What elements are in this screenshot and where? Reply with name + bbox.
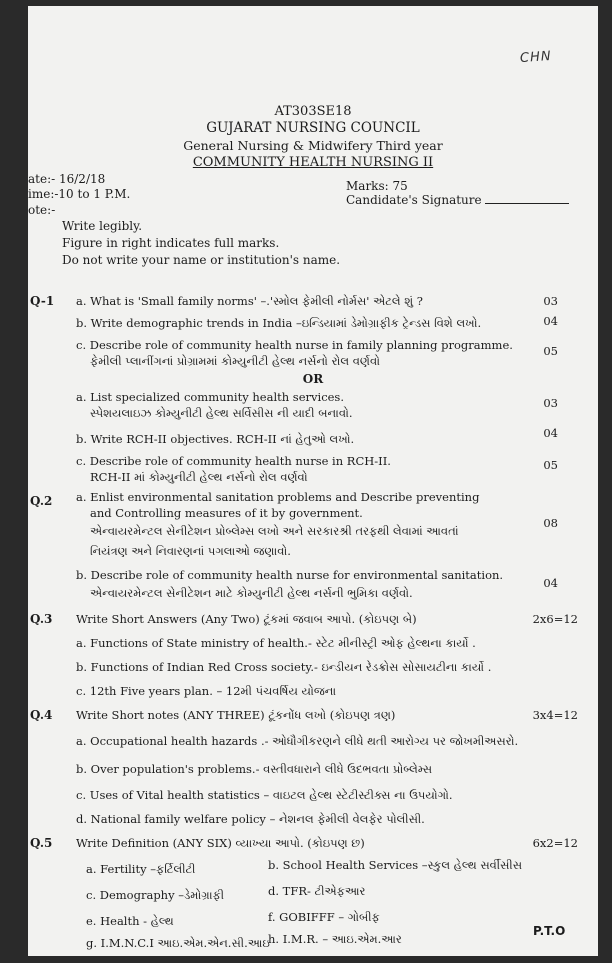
question-marks: 3x4=12 xyxy=(532,708,578,722)
instruction: Do not write your name or institution's name. xyxy=(62,253,341,267)
question-marks: 6x2=12 xyxy=(532,836,578,850)
item-marks: 08 xyxy=(543,516,558,530)
definition-item: g. I.M.N.C.I આઇ.એમ.એન.સી.આઇ xyxy=(86,936,270,950)
question-item-gujarati: RCH-II માં કોમ્યુનીટી હેલ્થ નર્સનો રોલ વર્ણવો xyxy=(90,470,308,484)
item-marks: 05 xyxy=(543,458,558,472)
item-marks: 04 xyxy=(543,314,558,328)
instruction: Figure in right indicates full marks. xyxy=(62,236,280,250)
question-item-gujarati: સ્પેશયલાઇઝ કોમ્યુનીટી હેલ્થ સર્વિસીસ ની યાદી બનાવો. xyxy=(90,406,353,420)
question-title: Write Short notes (ANY THREE) ટૂંકનોંધ લખો (કોઇપણ ત્રણ) xyxy=(76,708,396,722)
item-marks: 03 xyxy=(543,396,558,410)
subject-title: COMMUNITY HEALTH NURSING II xyxy=(192,155,434,170)
question-number: Q.3 xyxy=(30,612,53,626)
item-marks: 05 xyxy=(543,344,558,358)
definition-item: e. Health - હેલ્થ xyxy=(86,914,174,928)
question-marks: 2x6=12 xyxy=(532,612,578,626)
pto-label: P.T.O xyxy=(533,924,566,938)
question-item: a. Occupational health hazards .- ઓધૌગીકરણને લીધે થતી આરોગ્ય પર જોખમીઅસરો. xyxy=(76,734,519,748)
course-name: General Nursing & Midwifery Third year xyxy=(183,138,443,153)
question-item: b. Functions of Indian Red Cross society.- ઇન્ડીયન રેડક્રોસ સોસાયટીના કાર્યો . xyxy=(76,660,492,674)
signature-label: Candidate's Signature xyxy=(346,193,482,207)
signature-line xyxy=(485,203,569,204)
candidate-signature xyxy=(346,193,569,207)
question-item: d. National family welfare policy – નેશનલ ફેમીલી વેલફેર પોલીસી. xyxy=(76,812,425,826)
definition-item: b. School Health Services –સ્કુલ હેલ્થ સર્વીસીસ xyxy=(268,858,523,872)
paper-code: AT303SE18 xyxy=(274,104,352,119)
definition-item: c. Demography –ડેમોગ્રાફી xyxy=(86,888,225,902)
item-marks: 04 xyxy=(543,576,558,590)
question-item: c. Describe role of community health nurse in RCH-II. xyxy=(76,454,391,468)
question-item-gujarati: એન્વાયરમેન્ટલ સેનીટેશન પ્રોબ્લેમ્સ લખો અને સરકારશ્રી તરફથી લેવામાં આવતાં xyxy=(90,524,459,538)
exam-paper xyxy=(28,6,598,956)
question-item-gujarati: નિયંત્રણ અને નિવારણનાં પગલાઓ જણાવો. xyxy=(90,544,291,558)
question-item-gujarati: એન્વાયરમેન્ટલ સેનીટેશન માટે કોમ્યુનીટી હેલ્થ નર્સની ભુમિકા વર્ણવો. xyxy=(90,586,413,600)
question-item: c. Uses of Vital health statistics – વાઇટલ હેલ્થ સ્ટેટીસ્ટીક્સ ના ઉપયોગો. xyxy=(76,788,453,802)
question-item: c. 12th Five years plan. – 12મી પંચવર્ષિય યોજના xyxy=(76,684,337,698)
question-item: a. Enlist environmental sanitation problems and Describe preventing xyxy=(76,490,480,504)
item-marks: 04 xyxy=(543,426,558,440)
total-marks: Marks: 75 xyxy=(346,179,408,193)
definition-item: a. Fertility –ફર્ટિલીટી xyxy=(86,862,196,876)
definition-item: d. TFR- ટીએફઆર xyxy=(268,884,366,898)
question-title: Write Definition (ANY SIX) વ્યાખ્યા આપો. (કોઇપણ છ) xyxy=(76,836,365,850)
question-title: Write Short Answers (Any Two) ટૂંકમાં જવાબ આપો. (કોઇપણ બે) xyxy=(76,612,417,626)
question-item: b. Over population's problems.- વસ્તીવધારાને લીધે ઉદભવતા પ્રોબ્લેમ્સ xyxy=(76,762,433,776)
exam-time: ime:-10 to 1 P.M. xyxy=(28,187,131,201)
question-number: Q-1 xyxy=(30,294,55,308)
question-number: Q.4 xyxy=(30,708,53,722)
note-label: ote:- xyxy=(28,203,56,217)
or-divider: OR xyxy=(302,372,324,386)
question-item: b. Describe role of community health nurse for environmental sanitation. xyxy=(76,568,504,582)
question-item: a. Functions of State ministry of health.- સ્ટેટ મીનીસ્ટ્રી ઓફ હેલ્થના કાર્યો . xyxy=(76,636,476,650)
question-item: b. Write demographic trends in India –ઇન્ડિયામાં ડેમોગ્રાફીક ટ્રેન્ડસ વિશે લખો. xyxy=(76,316,482,330)
handwritten-note: CHN xyxy=(519,48,553,67)
item-marks: 03 xyxy=(543,294,558,308)
council-name: GUJARAT NURSING COUNCIL xyxy=(206,120,420,136)
question-item: and Controlling measures of it by government. xyxy=(90,506,363,520)
question-number: Q.5 xyxy=(30,836,53,850)
question-item: a. List specialized community health services. xyxy=(76,390,344,404)
instruction: Write legibly. xyxy=(62,219,143,233)
question-item: b. Write RCH-II objectives. RCH-II નાં હેતુઓ લખો. xyxy=(76,432,355,446)
question-item-gujarati: ફેમીલી પ્લાનીંગનાં પ્રોગ્રામમાં કોમ્યુનીટી હેલ્થ નર્સનો રોલ વર્ણવો xyxy=(90,354,380,368)
definition-item: h. I.M.R. – આઇ.એમ.આર xyxy=(268,932,402,946)
question-number: Q.2 xyxy=(30,494,53,508)
question-item: c. Describe role of community health nurse in family planning programme. xyxy=(76,338,513,352)
question-item: a. What is 'Small family norms' –.'સ્મોલ ફેમીલી નોર્મસ' એટલે શું ? xyxy=(76,294,423,308)
exam-date: ate:- 16/2/18 xyxy=(28,172,106,186)
definition-item: f. GOBIFFF – ગોબીફ xyxy=(268,910,380,924)
